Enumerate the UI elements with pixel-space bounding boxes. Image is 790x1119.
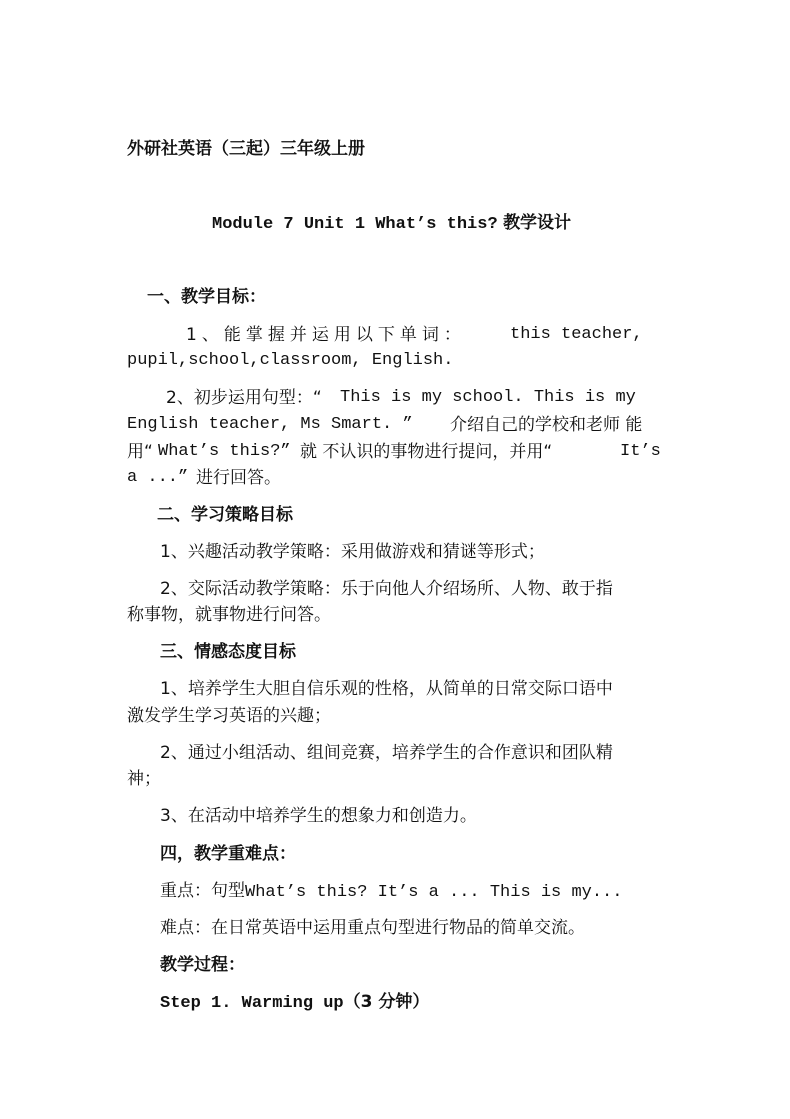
section-heading-key-points: 四，教学重难点： xyxy=(160,844,296,864)
objective-2-line4a: a ...” xyxy=(127,468,189,487)
objective-1-line2: pupil,school,classroom, English. xyxy=(127,351,454,370)
attitude-item-2-line2: 神； xyxy=(127,769,161,789)
key-point-sentence: What’s this? It’s a ... This is my... xyxy=(245,883,623,902)
objective-2-line2b: 介绍自己的学校和老师 能 xyxy=(450,415,643,435)
step-1-heading xyxy=(160,991,429,1015)
section-heading-objectives: 一、教学目标： xyxy=(147,287,266,307)
section-heading-process: 教学过程： xyxy=(160,955,245,975)
objective-1-line1a: 1、能掌握并运用以下单词： xyxy=(186,325,466,345)
section-heading-strategy: 二、学习策略目标 xyxy=(157,505,293,525)
attitude-item-3: 3、在活动中培养学生的想象力和创造力。 xyxy=(160,806,477,826)
objective-2-line1a: 2、初步运用句型：“ xyxy=(166,388,322,408)
step-1-duration: （3 分钟） xyxy=(343,992,430,1012)
attitude-item-1-line1: 1、培养学生大胆自信乐观的性格，从简单的日常交际口语中 xyxy=(160,679,613,699)
key-point-label: 重点：句型 xyxy=(160,881,245,901)
objective-2-line3b: What’s this?” xyxy=(158,442,291,461)
key-point-line xyxy=(160,880,622,904)
attitude-item-1-line2: 激发学生学习英语的兴趣； xyxy=(127,706,331,726)
objective-2-line3d: It’s xyxy=(620,442,661,461)
objective-2-line4b: 进行回答。 xyxy=(196,468,281,488)
objective-2-line2a: English teacher, Ms Smart. ” xyxy=(127,415,413,434)
strategy-item-2-line1: 2、交际活动教学策略：乐于向他人介绍场所、人物、敢于指 xyxy=(160,579,613,599)
document-subtitle xyxy=(212,212,571,236)
objective-2-line3a: 用“ xyxy=(127,442,153,462)
subtitle-chinese: 教学设计 xyxy=(503,213,572,233)
step-1-english: Step 1. Warming up xyxy=(160,994,344,1013)
strategy-item-1: 1、兴趣活动教学策略：采用做游戏和猜谜等形式； xyxy=(160,542,545,562)
objective-2-line3c: 就 不认识的事物进行提问，并用“ xyxy=(300,442,553,462)
difficult-point: 难点：在日常英语中运用重点句型进行物品的简单交流。 xyxy=(160,918,585,938)
section-heading-attitude: 三、情感态度目标 xyxy=(160,642,296,662)
attitude-item-2-line1: 2、通过小组活动、组间竞赛，培养学生的合作意识和团队精 xyxy=(160,743,613,763)
strategy-item-2-line2: 称事物，就事物进行问答。 xyxy=(127,605,331,625)
objective-1-line1b: this teacher, xyxy=(510,325,643,344)
document-title: 外研社英语（三起）三年级上册 xyxy=(127,139,365,159)
objective-2-line1b: This is my school. This is my xyxy=(340,388,636,407)
subtitle-english: Module 7 Unit 1 What’s this? xyxy=(212,215,498,234)
